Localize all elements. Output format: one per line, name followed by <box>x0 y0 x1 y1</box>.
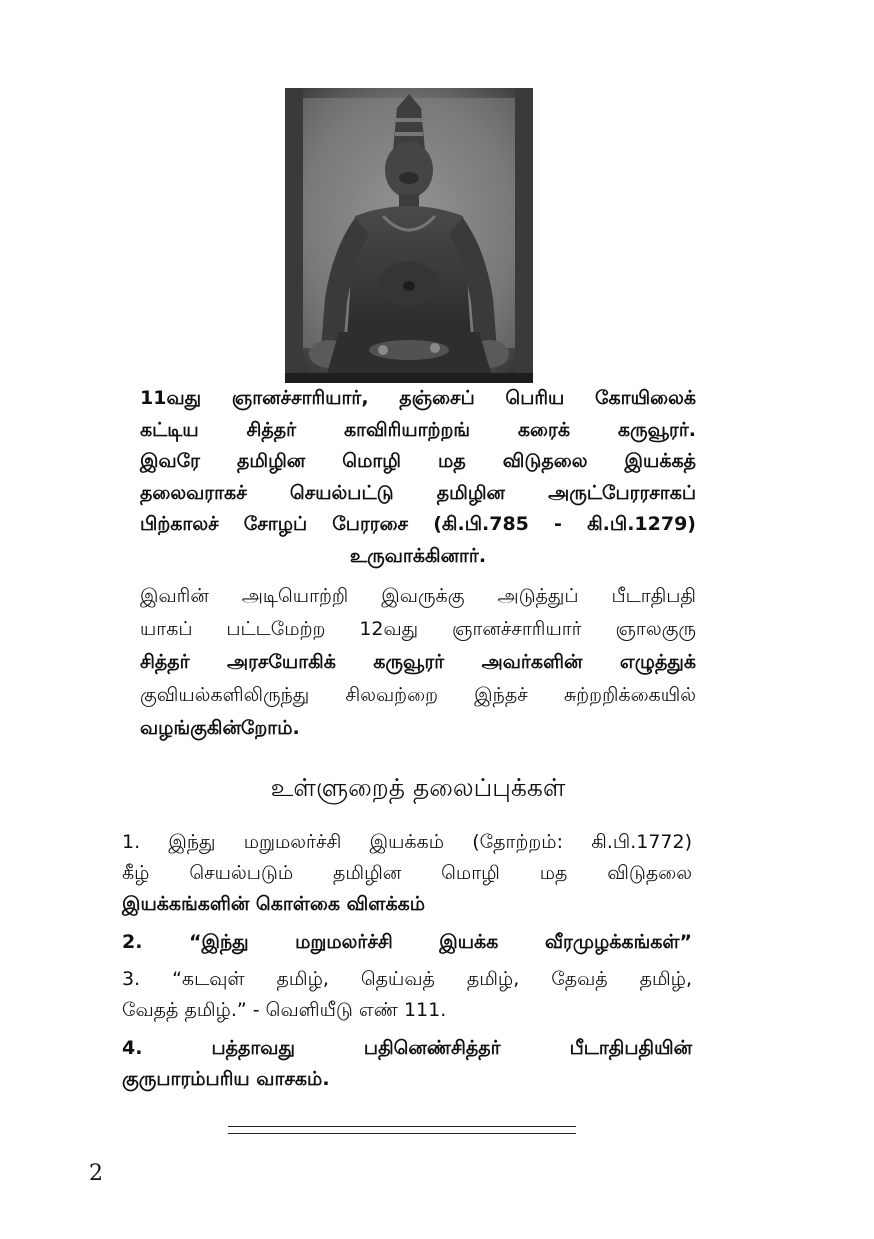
intro-line: இவரின் அடியொற்றி இவருக்கு அடுத்துப் பீடாதிபதி <box>140 585 696 607</box>
caption-line: 11வது ஞானச்சாரியார், தஞ்சைப் பெரிய கோயிலைக் <box>140 387 696 409</box>
contents-item-line: 4. பத்தாவது பதினெண்சித்தர் பீடாதிபதியின் <box>122 1037 692 1059</box>
caption-line: கட்டிய சித்தர் காவிரியாற்றங் கரைக் கருவூரர். <box>140 418 696 441</box>
intro-line: சித்தர் அரசயோகிக் கருவூரர் அவர்களின் எழுத்துக் <box>140 651 696 673</box>
caption-line: தலைவராகச் செயல்பட்டு தமிழின அருட்பேரரசாகப் <box>140 481 696 504</box>
caption-line: இவரே தமிழின மொழி மத விடுதலை இயக்கத் <box>140 450 696 472</box>
separator-rule <box>228 1126 576 1127</box>
contents-heading: உள்ளுறைத் தலைப்புக்கள் <box>270 773 566 802</box>
contents-item-3 <box>122 964 692 1026</box>
contents-item-line: கீழ் செயல்படும் தமிழின மொழி மத விடுதலை <box>122 862 692 884</box>
separator-rule <box>228 1133 576 1134</box>
contents-item-line: 3. “கடவுள் தமிழ், தெய்வத் தமிழ், தேவத் தமிழ், <box>122 968 692 990</box>
page-number: 2 <box>89 1161 103 1186</box>
intro-line: குவியல்களிலிருந்து சிலவற்றை இந்தச் சுற்றறிக்கையில் <box>140 684 696 706</box>
intro-paragraph <box>140 580 696 745</box>
contents-item-line: வேதத் தமிழ்.” - வெளியீடு எண் 111. <box>122 999 447 1021</box>
contents-item-4 <box>122 1033 692 1095</box>
caption-line: உருவாக்கினார். <box>349 544 487 567</box>
contents-item-line: 2. “இந்து மறுமலர்ச்சி இயக்க வீரமுழக்கங்கள்” <box>122 931 692 953</box>
intro-line: யாகப் பட்டமேற்ற 12வது ஞானச்சாரியார் ஞாலகுரு <box>140 618 696 640</box>
contents-item-line: குருபாரம்பரிய வாசகம். <box>122 1068 330 1090</box>
intro-line: வழங்குகின்றோம். <box>140 717 300 739</box>
siddhar-statue-photo <box>285 88 533 383</box>
contents-item-1 <box>122 827 692 920</box>
caption-line: பிற்காலச் சோழப் பேரரசை (கி.பி.785 - கி.பி.1279) <box>140 513 696 535</box>
contents-item-2 <box>122 927 692 958</box>
contents-item-line: இயக்கங்களின் கொள்கை விளக்கம் <box>122 893 426 915</box>
contents-item-line: 1. இந்து மறுமலர்ச்சி இயக்கம் (தோற்றம்: கி.பி.1772) <box>122 831 692 853</box>
photo-caption <box>140 383 696 572</box>
